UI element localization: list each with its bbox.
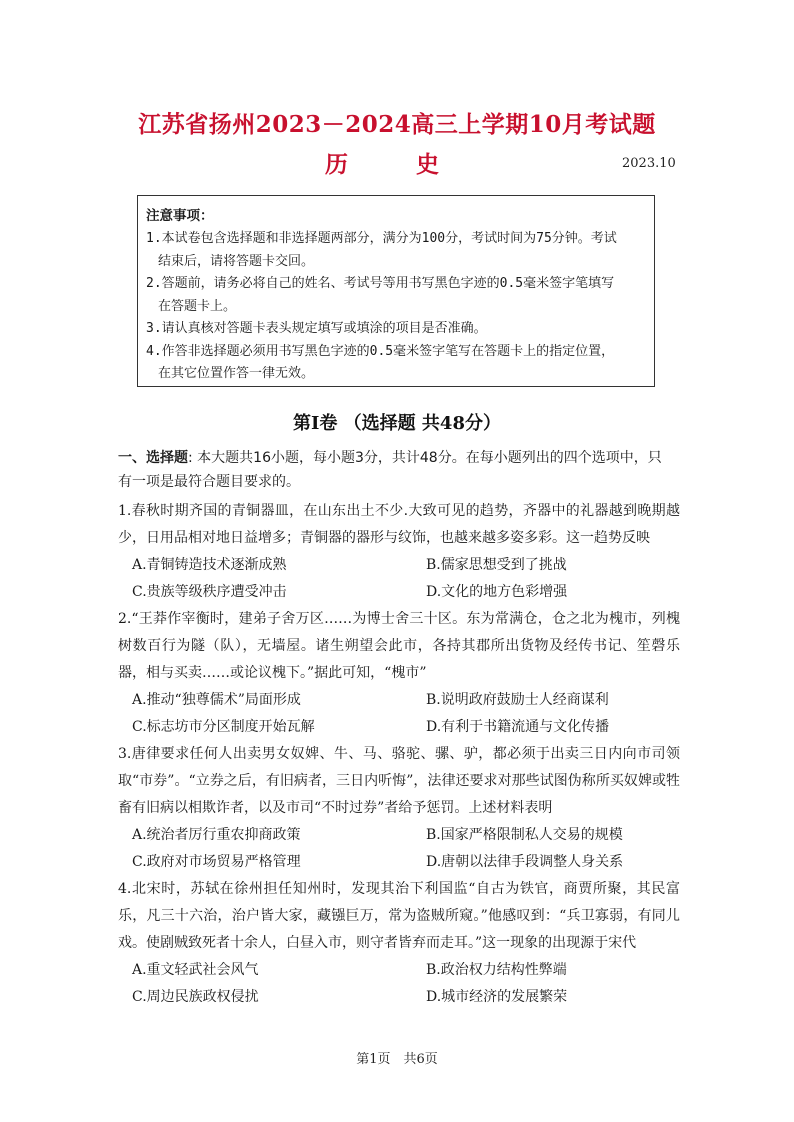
question-1 <box>118 498 680 606</box>
option-b[interactable]: B.说明政府鼓励士人经商谋利 <box>426 692 609 708</box>
option-c[interactable]: C.贵族等级秩序遭受冲击 <box>132 584 287 600</box>
option-a[interactable]: A.统治者厉行重农抑商政策 <box>132 827 301 843</box>
question-stem: 4.北宋时，苏轼在徐州担任知州时，发现其治下利国监“自古为铁官，商贾所聚，其民富乐，凡三十六治，治户皆大家，藏镪巨万，常为盗贼所窥。”他感叹到：“兵卫寡弱，有同儿戏。使剧贼致死者十余人，白昼入市，则守者皆弃而走耳。”这一现象的出现源于宋代 <box>118 881 680 951</box>
option-b[interactable]: B.政治权力结构性弊端 <box>426 962 567 978</box>
option-b[interactable]: B.儒家思想受到了挑战 <box>426 557 567 573</box>
option-d[interactable]: D.唐朝以法律手段调整人身关系 <box>426 854 624 870</box>
option-a[interactable]: A.重文轻武社会风气 <box>132 962 259 978</box>
question-4 <box>118 876 680 1011</box>
notice-item-4: 4.作答非选择题必须用书写黑色字迹的0.5毫米签字笔写在答题卡上的指定位置， 在其它位置作答一律无效。 <box>146 343 615 381</box>
notice-item-3: 3.请认真核对答题卡表头规定填写或填涂的项目是否准确。 <box>146 321 487 336</box>
section-title: 第Ⅰ卷 （选择题 共48分） <box>292 413 501 434</box>
exam-date: 2023.10 <box>622 156 676 171</box>
option-d[interactable]: D.有利于书籍流通与文化传播 <box>426 719 610 735</box>
options <box>132 957 680 1011</box>
options <box>132 552 680 606</box>
question-stem: 1.春秋时期齐国的青铜器皿，在山东出土不少.大致可见的趋势，齐器中的礼器越到晚期越少，日用品相对地日益增多；青铜器的器形与纹饰，也越来越多姿多彩。这一趋势反映 <box>118 503 680 546</box>
notice-title: 注意事项： <box>146 208 214 224</box>
question-stem: 2.“王莽作宰衡时，建弟子舍万区……为博士舍三十区。东为常满仓，仓之北为槐市，列槐树数百行为隧（队），无墙屋。诸生朔望会此市，各持其郡所出货物及经传书记、笙磬乐器，相与买卖……或论议槐下。”据此可知，“槐市” <box>118 611 680 681</box>
question-2 <box>118 606 680 741</box>
notice-item-1: 1.本试卷包含选择题和非选择题两部分，满分为100分，考试时间为75分钟。考试 结束后，请将答题卡交回。 <box>146 231 617 269</box>
notice-item-2: 2.答题前，请务必将自己的姓名、考试号等用书写黑色字迹的0.5毫米签字笔填写 在答题卡上。 <box>146 276 615 314</box>
exam-title: 江苏省扬州2023－2024高三上学期10月考试题 <box>138 111 656 138</box>
options <box>132 687 680 741</box>
section-instructions <box>118 446 674 494</box>
page-footer: 第1页 共6页 <box>356 1052 438 1067</box>
option-a[interactable]: A.青铜铸造技术逐渐成熟 <box>132 557 287 573</box>
option-b[interactable]: B.国家严格限制私人交易的规模 <box>426 827 623 843</box>
option-a[interactable]: A.推动“独尊儒术”局面形成 <box>132 692 301 708</box>
instr-label: 一、选择题 <box>118 450 188 466</box>
option-d[interactable]: D.文化的地方色彩增强 <box>426 584 568 600</box>
option-c[interactable]: C.周边民族政权侵扰 <box>132 989 259 1005</box>
option-c[interactable]: C.政府对市场贸易严格管理 <box>132 854 301 870</box>
options <box>132 822 680 876</box>
question-stem: 3.唐律要求任何人出卖男女奴婢、牛、马、骆驼、骡、驴，都必须于出卖三日内向市司领取“市券”。“立券之后，有旧病者，三日内听悔”，法律还要求对那些试图伪称所买奴婢或牲畜有旧病以相欺诈者，以及市司“不时过券”者给予惩罚。上述材料表明 <box>118 746 680 816</box>
option-c[interactable]: C.标志坊市分区制度开始瓦解 <box>132 719 315 735</box>
option-d[interactable]: D.城市经济的发展繁荣 <box>426 989 568 1005</box>
instr-text: : 本大题共16小题，每小题3分，共计48分。在每小题列出的四个选项中，只有一项是最符合题目要求的。 <box>118 450 662 490</box>
question-3 <box>118 741 680 876</box>
subject-title: 历 史 <box>324 151 469 178</box>
notice-box <box>137 195 655 387</box>
